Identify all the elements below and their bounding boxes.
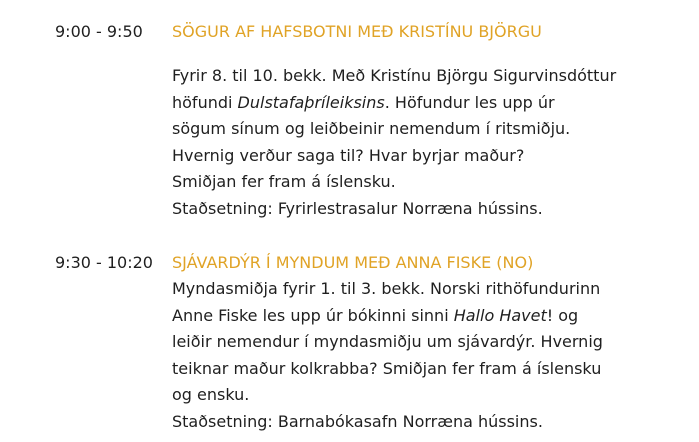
description-line: leiðir nemendur í myndasmiðju um sjávardýr. Hvernig [172,332,603,351]
description-line: sögum sínum og leiðbeinir nemendum í ritsmiðju. [172,119,571,138]
book-title: Dulstafaþríleiksins [237,92,385,112]
description-line: og ensku. [172,385,250,404]
event-time: 9:30 - 10:20 [55,253,153,272]
event-description [172,63,672,222]
description-line: höfundi Dulstafaþríleiksins. Höfundur les upp úr [172,92,555,112]
description-line: teiknar maður kolkrabba? Smiðjan fer fram á íslensku [172,358,602,378]
location-line: Staðsetning: Barnabókasafn Norræna hússins. [172,411,543,431]
book-title: Hallo Havet [453,305,547,325]
event-title: SJÁVARDÝR Í MYNDUM MEÐ ANNA FISKE (NO) [172,253,534,272]
event-title: SÖGUR AF HAFSBOTNI MEÐ KRISTÍNU BJÖRGU [172,22,542,41]
description-line: Anne Fiske les upp úr bókinni sinni Hallo Havet! og [172,305,579,325]
event-time: 9:00 - 9:50 [55,22,143,41]
description-line: Fyrir 8. til 10. bekk. Með Kristínu Björgu Sigurvinsdóttur [172,66,617,85]
event-description [172,276,672,435]
description-line: Myndasmiðja fyrir 1. til 3. bekk. Norski rithöfundurinn [172,279,601,298]
location-line: Staðsetning: Fyrirlestrasalur Norræna hússins. [172,198,543,218]
description-line: Hvernig verður saga til? Hvar byrjar maður? [172,145,525,165]
description-line: Smiðjan fer fram á íslensku. [172,172,396,191]
